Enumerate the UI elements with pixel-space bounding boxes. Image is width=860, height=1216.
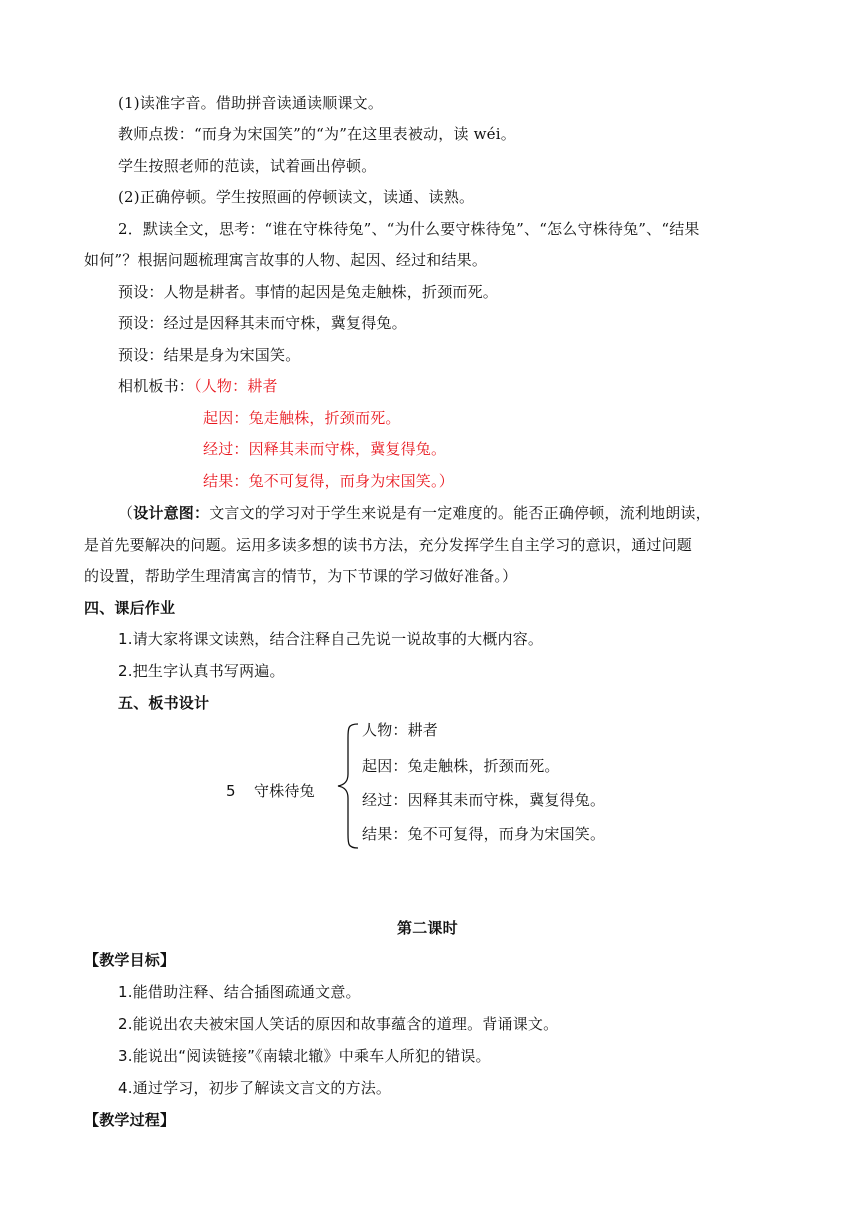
homework-item-2: 2.把生字认真书写两遍。 [118,662,285,680]
design-intent-line2: 是首先要解决的问题。运用多读多想的读书方法，充分发挥学生自主学习的意识，通过问题 [84,536,693,554]
design-intent-line3: 的设置，帮助学生理清寓言的情节，为下节课的学习做好准备。） [84,567,518,585]
task2-line1: 2．默读全文，思考：“谁在守株待兔”、“为什么要守株待兔”、“怎么守株待兔”、“结果 [118,220,700,238]
preset-2: 预设：经过是因释其耒而守株，冀复得兔。 [118,314,407,332]
board-design-row-3: 经过：因释其耒而守株，冀复得兔。 [362,791,606,809]
preset-3: 预设：结果是身为宋国笑。 [118,346,301,364]
reading-step1: (1)读准字音。借助拼音读通读顺课文。 [118,94,384,112]
board-notes-line2: 起因：兔走触株，折颈而死。 [203,409,401,427]
goal-1: 1.能借助注释、结合插图疏通文意。 [118,983,361,1001]
reading-step2: (2)正确停顿。学生按照画的停顿读文，读通、读熟。 [118,188,475,206]
board-notes-line3: 经过：因释其耒而守株，冀复得兔。 [203,440,447,458]
teacher-hint: 教师点拨：“而身为宋国笑”的“为”在这里表被动，读 wéi。 [118,125,516,143]
goal-4: 4.通过学习，初步了解读文言文的方法。 [118,1079,392,1097]
homework-item-1: 1.请大家将课文读熟，结合注释自己先说一说故事的大概内容。 [118,630,544,648]
student-practice: 学生按照老师的范读，试着画出停顿。 [118,157,377,175]
design-intent-line1 [118,503,711,523]
board-design-title: 守株待兔 [254,782,315,800]
curly-brace-icon [336,722,360,850]
goal-3: 3.能说出“阅读链接”《南辕北辙》中乘车人所犯的错误。 [118,1047,491,1065]
task2-line2: 如何”？根据问题梳理寓言故事的人物、起因、经过和结果。 [84,251,488,269]
board-design-row-1: 人物：耕者 [362,721,439,739]
teaching-process-heading: 【教学过程】 [84,1111,176,1129]
goal-2: 2.能说出农夫被宋国人笑话的原因和故事蕴含的道理。背诵课文。 [118,1015,559,1033]
second-lesson-title: 第二课时 [397,919,458,937]
board-notes-line4: 结果：兔不可复得，而身为宋国笑。） [203,472,454,490]
design-intent-open: （ [118,504,134,522]
board-design-row-4: 结果：兔不可复得，而身为宋国笑。 [362,825,606,843]
board-design-heading: 五、板书设计 [118,694,210,712]
board-notes-line1: （人物：耕者 [194,377,278,395]
board-notes [118,376,278,396]
board-design-row-2: 起因：兔走触株，折颈而死。 [362,757,560,775]
teaching-goals-heading: 【教学目标】 [84,951,176,969]
homework-heading: 四、课后作业 [84,599,176,617]
board-notes-label: 相机板书： [118,377,195,395]
board-design-number: 5 [226,782,236,800]
preset-1: 预设：人物是耕者。事情的起因是兔走触株，折颈而死。 [118,283,499,301]
design-intent-text1: 文言文的学习对于学生来说是有一定难度的。能否正确停顿，流利地朗读， [209,504,711,522]
design-intent-label: 设计意图： [133,504,210,522]
